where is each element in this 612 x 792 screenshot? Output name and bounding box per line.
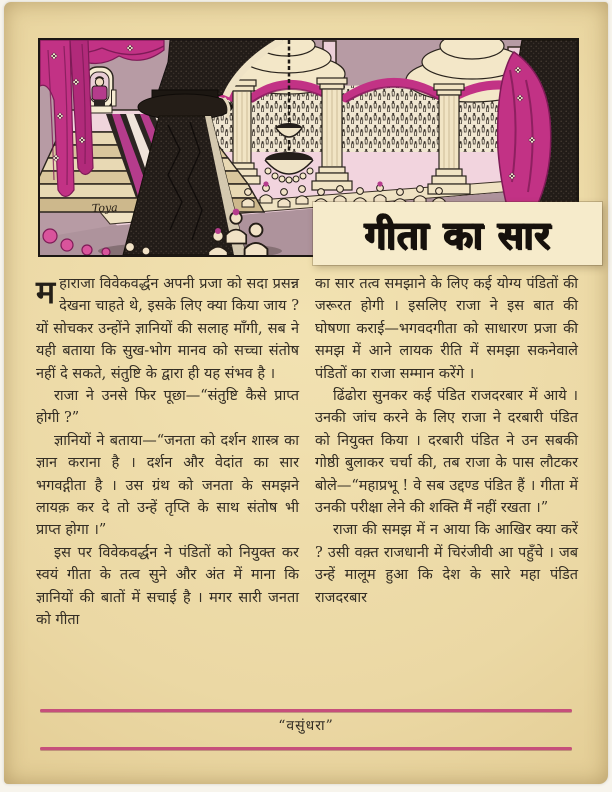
footer-rule-bottom xyxy=(40,747,572,750)
footer-rule-top xyxy=(40,709,572,712)
article-title-plate xyxy=(313,202,602,265)
paragraph: राजा की समझ में न आया कि आखिर क्या करें ? उसी वक़्त राजधानी में चिरंजीवी आ पहुँचे । जब उन्हें मालूम हुआ कि देश के सारे महा पंडित राजदरबार xyxy=(315,522,578,606)
paragraph-text: हाराजा विवेकवर्द्धन अपनी प्रजा को सदा प्रसन्न देखना चाहते थे, इसके लिए क्या किया जाय ? यों सोचकर उन्होंने ज्ञानियों की सलाह माँगी, सब ने यही बताया कि सुख-भोग मानव को सच्चा संतोष नहीं दे सकते, संतुष्टि के द्वारा ही यह संभव है । xyxy=(36,276,299,382)
right-column xyxy=(315,273,578,706)
story-text-columns xyxy=(36,273,578,706)
paragraph: ज्ञानियों ने बताया—“जनता को दर्शन शास्त्र का ज्ञान कराना है । दर्शन और वेदांत का सार भगवद्गीता है । उस ग्रंथ को जनता के समझने लायक़ कर दे तो उन्हें तृप्ति के साथ संतोष भी प्राप्त होगा ।” xyxy=(36,432,299,539)
drop-cap: म xyxy=(36,273,56,311)
paragraph: राजा ने उनसे फिर पूछा—“संतुष्टि कैसे प्राप्त होगी ?” xyxy=(36,388,299,427)
article-title: गीता का सार xyxy=(364,212,551,257)
paragraph: का सार तत्व समझाने के लिए कई योग्य पंडितों की जरूरत होगी । इसलिए राजा ने इस बात की घोषणा कराई—भगवदगीता को साधारण प्रजा की समझ में आने लायक रीति में समझा सकनेवाले पंडितों का राजा सम्मान करेंगे । xyxy=(315,276,578,382)
artist-signature: Toya xyxy=(91,201,118,215)
paragraph: इस पर विवेकवर्द्धन ने पंडितों को नियुक्त कर स्वयं गीता के तत्व सुने और अंत में माना कि ज्ञानियों की बातों में सचाई है । मगर सारी जनता को गीता xyxy=(36,544,299,629)
left-column xyxy=(36,273,299,706)
publication-name: “वसुंधरा” xyxy=(278,718,334,734)
paragraph xyxy=(36,273,299,385)
paragraph: ढिंढोरा सुनकर कई पंडित राजदरबार में आये । उनकी जांच करने के लिए राजा ने दरबारी पंडित को नियुक्त किया । दरबारी पंडित ने उन सबकी गोष्ठी बुलाकर चर्चा की, तब राजा के पास लौटकर बोले—“महाप्रभू ! वे सब उद्दण्ड पंडित हैं । गीता में उनकी परीक्षा लेने की शक्ति मैं नहीं रखता ।” xyxy=(315,388,578,517)
